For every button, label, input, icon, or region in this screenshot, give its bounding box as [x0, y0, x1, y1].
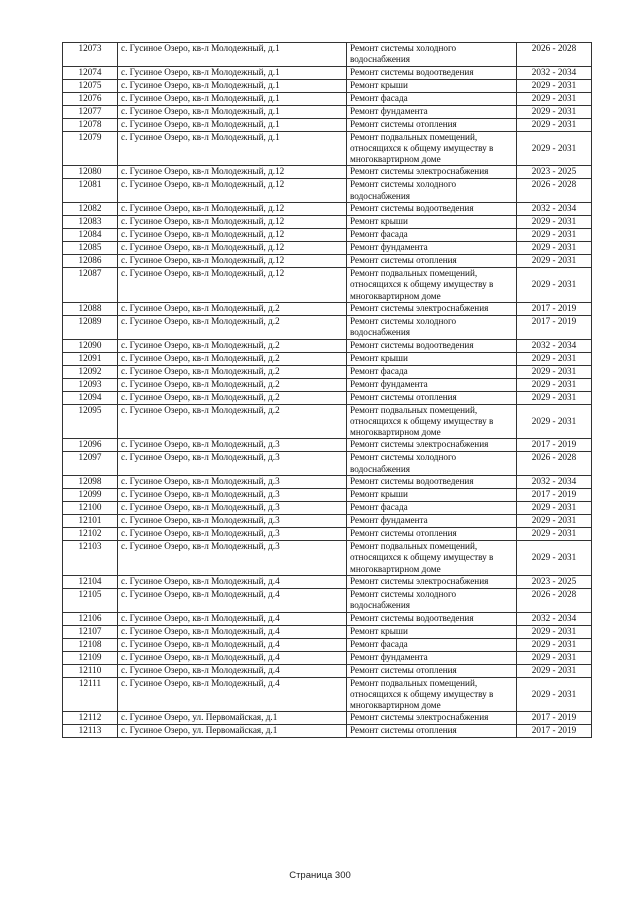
row-number: 12099: [63, 489, 118, 502]
work-type-cell: Ремонт крыши: [347, 489, 517, 502]
row-number: 12104: [63, 575, 118, 588]
work-type-cell: Ремонт системы холодного водоснабжения: [347, 315, 517, 339]
work-type-cell: Ремонт подвальных помещений, относящихся к общему имуществу в многоквартирном доме: [347, 268, 517, 303]
row-number: 12079: [63, 131, 118, 166]
address-cell: с. Гусиное Озеро, кв-л Молодежный, д.4: [118, 638, 347, 651]
row-number: 12098: [63, 476, 118, 489]
row-number: 12081: [63, 179, 118, 203]
period-cell: 2026 - 2028: [517, 452, 592, 476]
row-number: 12110: [63, 664, 118, 677]
period-cell: 2032 - 2034: [517, 203, 592, 216]
work-type-cell: Ремонт крыши: [347, 352, 517, 365]
address-cell: с. Гусиное Озеро, кв-л Молодежный, д.2: [118, 302, 347, 315]
table-row: [63, 242, 592, 255]
address-cell: с. Гусиное Озеро, кв-л Молодежный, д.3: [118, 541, 347, 576]
table-row: [63, 166, 592, 179]
table-row: [63, 365, 592, 378]
period-cell: 2029 - 2031: [517, 242, 592, 255]
work-type-cell: Ремонт системы водоотведения: [347, 66, 517, 79]
period-cell: 2029 - 2031: [517, 255, 592, 268]
work-type-cell: Ремонт фундамента: [347, 105, 517, 118]
period-cell: 2029 - 2031: [517, 268, 592, 303]
table-row: [63, 638, 592, 651]
work-type-cell: Ремонт системы водоотведения: [347, 612, 517, 625]
row-number: 12091: [63, 352, 118, 365]
period-cell: 2029 - 2031: [517, 677, 592, 712]
table-row: [63, 502, 592, 515]
address-cell: с. Гусиное Озеро, кв-л Молодежный, д.2: [118, 352, 347, 365]
period-cell: 2017 - 2019: [517, 302, 592, 315]
row-number: 12086: [63, 255, 118, 268]
work-type-cell: Ремонт фасада: [347, 92, 517, 105]
period-cell: 2032 - 2034: [517, 339, 592, 352]
row-number: 12093: [63, 378, 118, 391]
table-row: [63, 588, 592, 612]
address-cell: с. Гусиное Озеро, кв-л Молодежный, д.12: [118, 255, 347, 268]
row-number: 12109: [63, 651, 118, 664]
work-type-cell: Ремонт системы холодного водоснабжения: [347, 179, 517, 203]
row-number: 12113: [63, 725, 118, 738]
address-cell: с. Гусиное Озеро, кв-л Молодежный, д.4: [118, 651, 347, 664]
table-row: [63, 203, 592, 216]
row-number: 12087: [63, 268, 118, 303]
table-row: [63, 92, 592, 105]
table-row: [63, 452, 592, 476]
address-cell: с. Гусиное Озеро, кв-л Молодежный, д.2: [118, 391, 347, 404]
period-cell: 2029 - 2031: [517, 365, 592, 378]
address-cell: с. Гусиное Озеро, кв-л Молодежный, д.3: [118, 489, 347, 502]
row-number: 12107: [63, 625, 118, 638]
table-row: [63, 528, 592, 541]
row-number: 12112: [63, 712, 118, 725]
work-type-cell: Ремонт фасада: [347, 365, 517, 378]
period-cell: 2026 - 2028: [517, 179, 592, 203]
table-row: [63, 725, 592, 738]
row-number: 12085: [63, 242, 118, 255]
address-cell: с. Гусиное Озеро, кв-л Молодежный, д.3: [118, 515, 347, 528]
table-row: [63, 515, 592, 528]
period-cell: 2023 - 2025: [517, 575, 592, 588]
row-number: 12075: [63, 79, 118, 92]
address-cell: с. Гусиное Озеро, кв-л Молодежный, д.3: [118, 439, 347, 452]
address-cell: с. Гусиное Озеро, кв-л Молодежный, д.3: [118, 452, 347, 476]
period-cell: 2029 - 2031: [517, 378, 592, 391]
document-sheet: [62, 42, 591, 738]
work-type-cell: Ремонт системы отопления: [347, 664, 517, 677]
work-type-cell: Ремонт системы отопления: [347, 528, 517, 541]
address-cell: с. Гусиное Озеро, кв-л Молодежный, д.12: [118, 216, 347, 229]
period-cell: 2029 - 2031: [517, 541, 592, 576]
work-type-cell: Ремонт фасада: [347, 502, 517, 515]
period-cell: 2029 - 2031: [517, 664, 592, 677]
work-type-cell: Ремонт системы отопления: [347, 118, 517, 131]
table-row: [63, 439, 592, 452]
table-row: [63, 118, 592, 131]
address-cell: с. Гусиное Озеро, кв-л Молодежный, д.2: [118, 315, 347, 339]
page-number: Страница 300: [289, 870, 351, 881]
period-cell: 2029 - 2031: [517, 528, 592, 541]
table-row: [63, 677, 592, 712]
row-number: 12092: [63, 365, 118, 378]
period-cell: 2029 - 2031: [517, 651, 592, 664]
address-cell: с. Гусиное Озеро, кв-л Молодежный, д.2: [118, 378, 347, 391]
work-type-cell: Ремонт фундамента: [347, 378, 517, 391]
period-cell: 2029 - 2031: [517, 216, 592, 229]
work-type-cell: Ремонт крыши: [347, 625, 517, 638]
period-cell: 2017 - 2019: [517, 725, 592, 738]
address-cell: с. Гусиное Озеро, ул. Первомайская, д.1: [118, 725, 347, 738]
address-cell: с. Гусиное Озеро, кв-л Молодежный, д.12: [118, 242, 347, 255]
period-cell: 2017 - 2019: [517, 712, 592, 725]
period-cell: 2029 - 2031: [517, 79, 592, 92]
address-cell: с. Гусиное Озеро, кв-л Молодежный, д.4: [118, 677, 347, 712]
table-row: [63, 302, 592, 315]
period-cell: 2017 - 2019: [517, 439, 592, 452]
address-cell: с. Гусиное Озеро, кв-л Молодежный, д.1: [118, 66, 347, 79]
address-cell: с. Гусиное Озеро, кв-л Молодежный, д.4: [118, 612, 347, 625]
address-cell: с. Гусиное Озеро, кв-л Молодежный, д.4: [118, 575, 347, 588]
repair-schedule-table: [62, 42, 592, 738]
work-type-cell: Ремонт подвальных помещений, относящихся к общему имуществу в многоквартирном доме: [347, 541, 517, 576]
period-cell: 2032 - 2034: [517, 476, 592, 489]
address-cell: с. Гусиное Озеро, кв-л Молодежный, д.12: [118, 268, 347, 303]
row-number: 12102: [63, 528, 118, 541]
work-type-cell: Ремонт системы отопления: [347, 391, 517, 404]
row-number: 12094: [63, 391, 118, 404]
period-cell: 2029 - 2031: [517, 131, 592, 166]
period-cell: 2029 - 2031: [517, 404, 592, 439]
address-cell: с. Гусиное Озеро, кв-л Молодежный, д.4: [118, 625, 347, 638]
period-cell: 2029 - 2031: [517, 92, 592, 105]
period-cell: 2029 - 2031: [517, 118, 592, 131]
table-row: [63, 216, 592, 229]
work-type-cell: Ремонт системы электроснабжения: [347, 712, 517, 725]
period-cell: 2032 - 2034: [517, 612, 592, 625]
period-cell: 2017 - 2019: [517, 315, 592, 339]
work-type-cell: Ремонт фундамента: [347, 242, 517, 255]
work-type-cell: Ремонт системы электроснабжения: [347, 575, 517, 588]
table-row: [63, 625, 592, 638]
table-row: [63, 43, 592, 67]
address-cell: с. Гусиное Озеро, кв-л Молодежный, д.12: [118, 203, 347, 216]
period-cell: 2029 - 2031: [517, 352, 592, 365]
work-type-cell: Ремонт фундамента: [347, 515, 517, 528]
period-cell: 2029 - 2031: [517, 391, 592, 404]
table-body: [63, 43, 592, 738]
row-number: 12111: [63, 677, 118, 712]
row-number: 12096: [63, 439, 118, 452]
table-row: [63, 339, 592, 352]
row-number: 12103: [63, 541, 118, 576]
address-cell: с. Гусиное Озеро, кв-л Молодежный, д.1: [118, 118, 347, 131]
work-type-cell: Ремонт системы водоотведения: [347, 339, 517, 352]
address-cell: с. Гусиное Озеро, кв-л Молодежный, д.12: [118, 229, 347, 242]
work-type-cell: Ремонт системы электроснабжения: [347, 302, 517, 315]
period-cell: 2029 - 2031: [517, 625, 592, 638]
work-type-cell: Ремонт системы электроснабжения: [347, 166, 517, 179]
period-cell: 2026 - 2028: [517, 43, 592, 67]
table-row: [63, 612, 592, 625]
address-cell: с. Гусиное Озеро, кв-л Молодежный, д.3: [118, 528, 347, 541]
table-row: [63, 712, 592, 725]
table-row: [63, 315, 592, 339]
work-type-cell: Ремонт системы отопления: [347, 255, 517, 268]
address-cell: с. Гусиное Озеро, кв-л Молодежный, д.12: [118, 179, 347, 203]
row-number: 12078: [63, 118, 118, 131]
row-number: 12097: [63, 452, 118, 476]
work-type-cell: Ремонт системы холодного водоснабжения: [347, 43, 517, 67]
work-type-cell: Ремонт подвальных помещений, относящихся к общему имуществу в многоквартирном доме: [347, 404, 517, 439]
table-row: [63, 268, 592, 303]
address-cell: с. Гусиное Озеро, кв-л Молодежный, д.3: [118, 502, 347, 515]
table-row: [63, 66, 592, 79]
row-number: 12074: [63, 66, 118, 79]
period-cell: 2032 - 2034: [517, 66, 592, 79]
table-row: [63, 404, 592, 439]
row-number: 12095: [63, 404, 118, 439]
table-row: [63, 105, 592, 118]
table-row: [63, 255, 592, 268]
address-cell: с. Гусиное Озеро, кв-л Молодежный, д.1: [118, 105, 347, 118]
period-cell: 2029 - 2031: [517, 515, 592, 528]
row-number: 12077: [63, 105, 118, 118]
work-type-cell: Ремонт подвальных помещений, относящихся к общему имуществу в многоквартирном доме: [347, 677, 517, 712]
period-cell: 2017 - 2019: [517, 489, 592, 502]
row-number: 12083: [63, 216, 118, 229]
table-row: [63, 489, 592, 502]
table-row: [63, 575, 592, 588]
work-type-cell: Ремонт фундамента: [347, 651, 517, 664]
work-type-cell: Ремонт подвальных помещений, относящихся к общему имуществу в многоквартирном доме: [347, 131, 517, 166]
address-cell: с. Гусиное Озеро, кв-л Молодежный, д.1: [118, 79, 347, 92]
address-cell: с. Гусиное Озеро, кв-л Молодежный, д.3: [118, 476, 347, 489]
table-row: [63, 651, 592, 664]
table-row: [63, 541, 592, 576]
address-cell: с. Гусиное Озеро, кв-л Молодежный, д.12: [118, 166, 347, 179]
table-row: [63, 352, 592, 365]
table-row: [63, 378, 592, 391]
period-cell: 2029 - 2031: [517, 502, 592, 515]
table-row: [63, 131, 592, 166]
row-number: 12090: [63, 339, 118, 352]
address-cell: с. Гусиное Озеро, кв-л Молодежный, д.4: [118, 664, 347, 677]
row-number: 12089: [63, 315, 118, 339]
address-cell: с. Гусиное Озеро, кв-л Молодежный, д.2: [118, 339, 347, 352]
period-cell: 2029 - 2031: [517, 638, 592, 651]
address-cell: с. Гусиное Озеро, кв-л Молодежный, д.4: [118, 588, 347, 612]
row-number: 12101: [63, 515, 118, 528]
work-type-cell: Ремонт системы электроснабжения: [347, 439, 517, 452]
address-cell: с. Гусиное Озеро, кв-л Молодежный, д.1: [118, 131, 347, 166]
row-number: 12082: [63, 203, 118, 216]
row-number: 12088: [63, 302, 118, 315]
period-cell: 2023 - 2025: [517, 166, 592, 179]
table-row: [63, 229, 592, 242]
work-type-cell: Ремонт фасада: [347, 229, 517, 242]
work-type-cell: Ремонт системы водоотведения: [347, 203, 517, 216]
row-number: 12076: [63, 92, 118, 105]
row-number: 12080: [63, 166, 118, 179]
address-cell: с. Гусиное Озеро, кв-л Молодежный, д.1: [118, 43, 347, 67]
address-cell: с. Гусиное Озеро, кв-л Молодежный, д.2: [118, 404, 347, 439]
work-type-cell: Ремонт крыши: [347, 79, 517, 92]
table-row: [63, 664, 592, 677]
row-number: 12105: [63, 588, 118, 612]
row-number: 12084: [63, 229, 118, 242]
address-cell: с. Гусиное Озеро, кв-л Молодежный, д.2: [118, 365, 347, 378]
address-cell: с. Гусиное Озеро, кв-л Молодежный, д.1: [118, 92, 347, 105]
work-type-cell: Ремонт системы отопления: [347, 725, 517, 738]
table-row: [63, 79, 592, 92]
row-number: 12108: [63, 638, 118, 651]
table-row: [63, 391, 592, 404]
table-row: [63, 179, 592, 203]
row-number: 12106: [63, 612, 118, 625]
period-cell: 2029 - 2031: [517, 229, 592, 242]
table-row: [63, 476, 592, 489]
period-cell: 2026 - 2028: [517, 588, 592, 612]
work-type-cell: Ремонт фасада: [347, 638, 517, 651]
row-number: 12100: [63, 502, 118, 515]
work-type-cell: Ремонт системы холодного водоснабжения: [347, 452, 517, 476]
period-cell: 2029 - 2031: [517, 105, 592, 118]
row-number: 12073: [63, 43, 118, 67]
work-type-cell: Ремонт крыши: [347, 216, 517, 229]
address-cell: с. Гусиное Озеро, ул. Первомайская, д.1: [118, 712, 347, 725]
work-type-cell: Ремонт системы водоотведения: [347, 476, 517, 489]
work-type-cell: Ремонт системы холодного водоснабжения: [347, 588, 517, 612]
